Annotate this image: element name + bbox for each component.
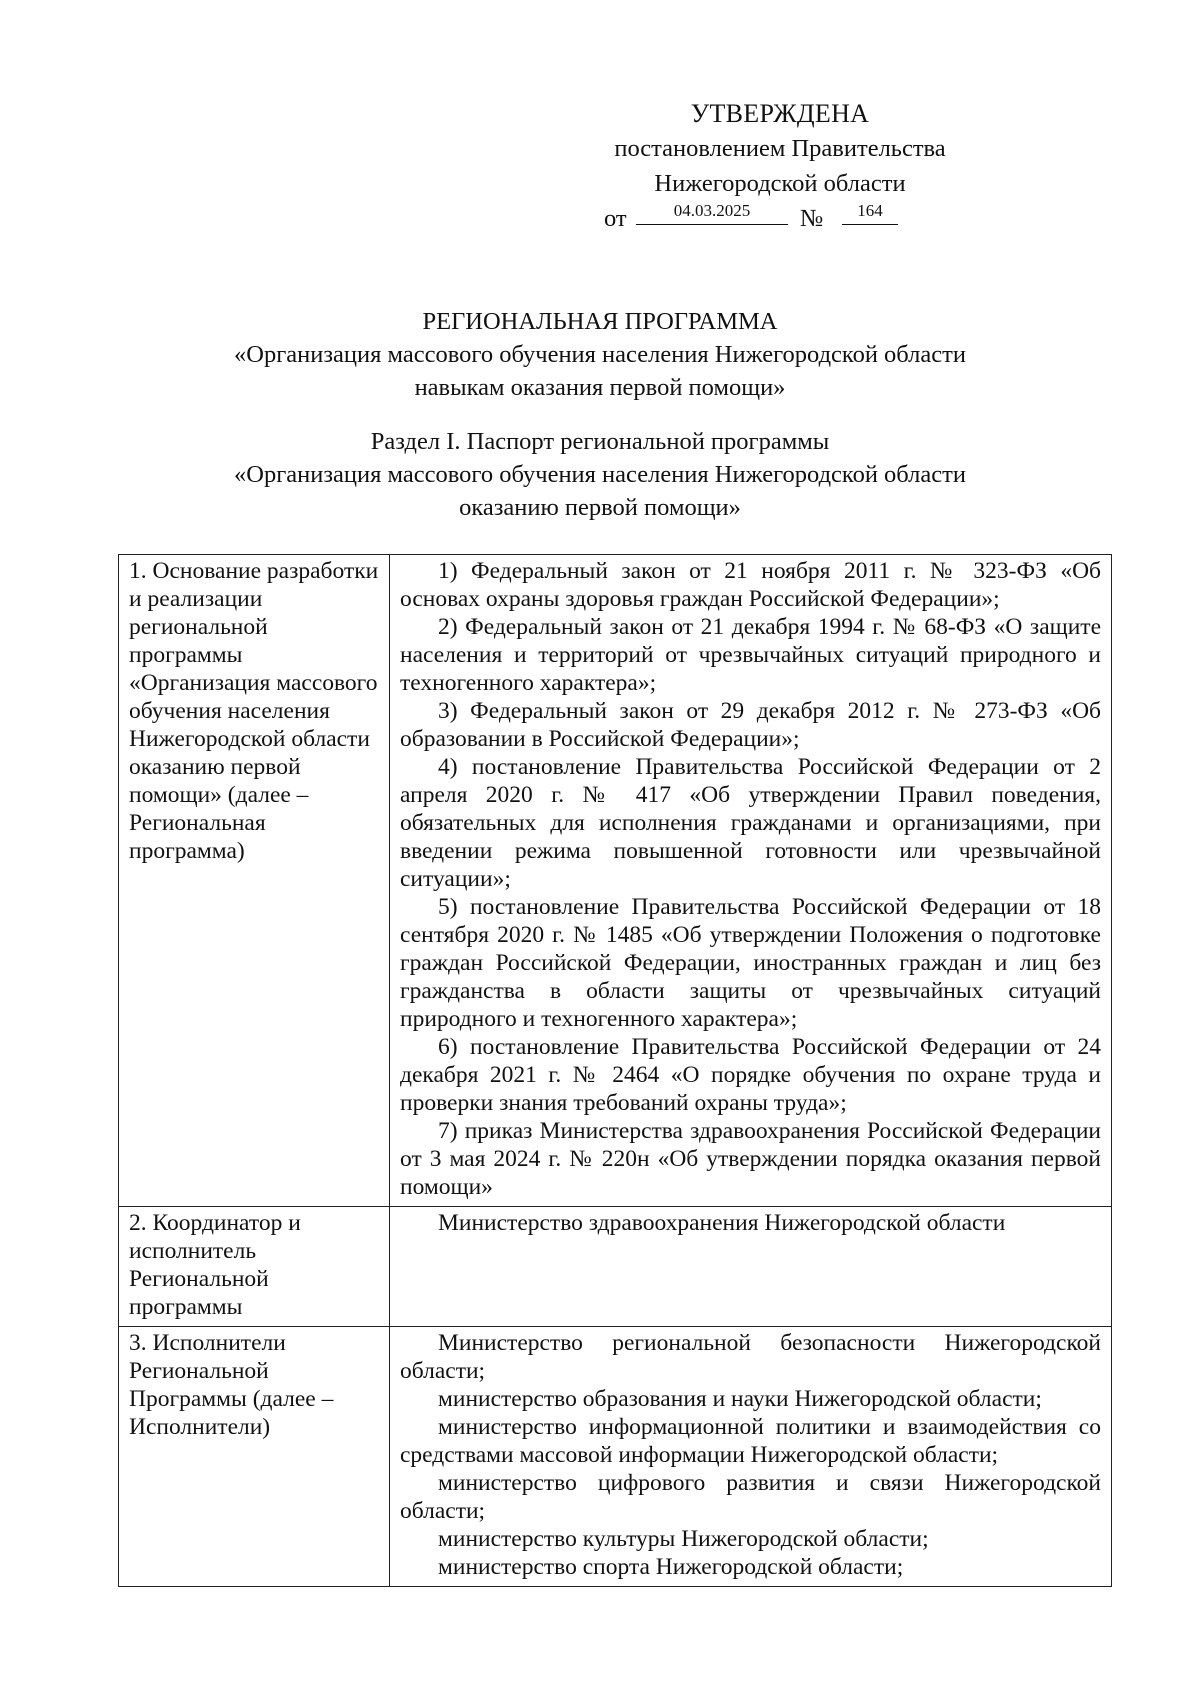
row-label: 2. Координатор и исполнитель Региональной программы [119, 1207, 390, 1327]
list-item: министерство спорта Нижегородской области; [438, 1554, 904, 1580]
table-row [119, 1207, 1112, 1327]
row-label: 1. Основание разработки и реализации региональной программы «Организация массового обучения населения Нижегородской области оказанию первой помощи» (далее – Региональная программа) [119, 555, 390, 1207]
list-item: 3) Федеральный закон от 29 декабря 2012 г. № 273-ФЗ «Об образовании в Российской Федерации»; [400, 698, 1101, 752]
list-item: министерство образования и науки Нижегородской области; [438, 1386, 1042, 1412]
approval-number: 164 [842, 198, 898, 225]
list-item: 2) Федеральный закон от 21 декабря 1994 г. № 68-ФЗ «О защите населения и территорий от чрезвычайных ситуаций природного и техногенного характера»; [400, 614, 1101, 696]
list-item: Министерство здравоохранения Нижегородской области [438, 1210, 1006, 1236]
list-item: министерство культуры Нижегородской области; [438, 1526, 929, 1552]
list-item: 4) постановление Правительства Российской Федерации от 2 апреля 2020 г. № 417 «Об утверждении Правил поведения, обязательных для исполнения гражданами и организациями, при введении режима повышенной готовности или чрезвычайной ситуации»; [400, 754, 1101, 892]
list-item: министерство цифрового развития и связи Нижегородской области; [400, 1470, 1101, 1524]
row-label: 3. Исполнители Региональной Программы (далее – Исполнители) [119, 1327, 390, 1587]
section-title: Раздел I. Паспорт региональной программы [370, 428, 830, 455]
list-item: 6) постановление Правительства Российской Федерации от 24 декабря 2021 г. № 2464 «О порядке обучения по охране труда и проверки знания требований охраны труда»; [400, 1034, 1101, 1116]
table-row [119, 555, 1112, 1207]
program-name-line-2: навыкам оказания первой помощи» [414, 374, 786, 401]
passport-table [118, 554, 1112, 1587]
section-heading [120, 425, 1080, 524]
approval-date-line [560, 201, 1000, 239]
row-content [390, 1327, 1112, 1587]
section-name-line-1: «Организация массового обучения населения Нижегородской области [234, 461, 966, 488]
row-content [390, 555, 1112, 1207]
approval-line-1: постановлением Правительства [614, 135, 946, 162]
approval-title: УТВЕРЖДЕНА [690, 99, 870, 128]
section-name-line-2: оказанию первой помощи» [459, 494, 741, 521]
program-heading [120, 305, 1080, 404]
list-item: 5) постановление Правительства Российской Федерации от 18 сентября 2020 г. № 1485 «Об утверждении Положения о подготовке граждан Российской Федерации, иностранных граждан и лиц без гражданства в области защиты от чрезвычайных ситуаций природного и техногенного характера»; [400, 894, 1101, 1032]
approval-date: 04.03.2025 [636, 198, 788, 225]
program-name-line-1: «Организация массового обучения населения Нижегородской области [234, 341, 966, 368]
approval-line-2: Нижегородской области [654, 170, 906, 197]
list-item: 1) Федеральный закон от 21 ноября 2011 г. № 323-ФЗ «Об основах охраны здоровья граждан Российской Федерации»; [400, 558, 1101, 612]
table-row [119, 1327, 1112, 1587]
approval-stamp [560, 96, 1000, 239]
row-content [390, 1207, 1112, 1327]
list-item: 7) приказ Министерства здравоохранения Российской Федерации от 3 мая 2024 г. № 220н «Об утверждении порядка оказания первой помощи» [400, 1118, 1101, 1200]
list-item: министерство информационной политики и взаимодействия со средствами массовой информации Нижегородской области; [400, 1414, 1101, 1468]
number-sign: № [800, 205, 824, 232]
program-title: РЕГИОНАЛЬНАЯ ПРОГРАММА [422, 308, 778, 335]
list-item: Министерство региональной безопасности Нижегородской области; [400, 1330, 1101, 1384]
date-prefix: от [604, 205, 627, 232]
